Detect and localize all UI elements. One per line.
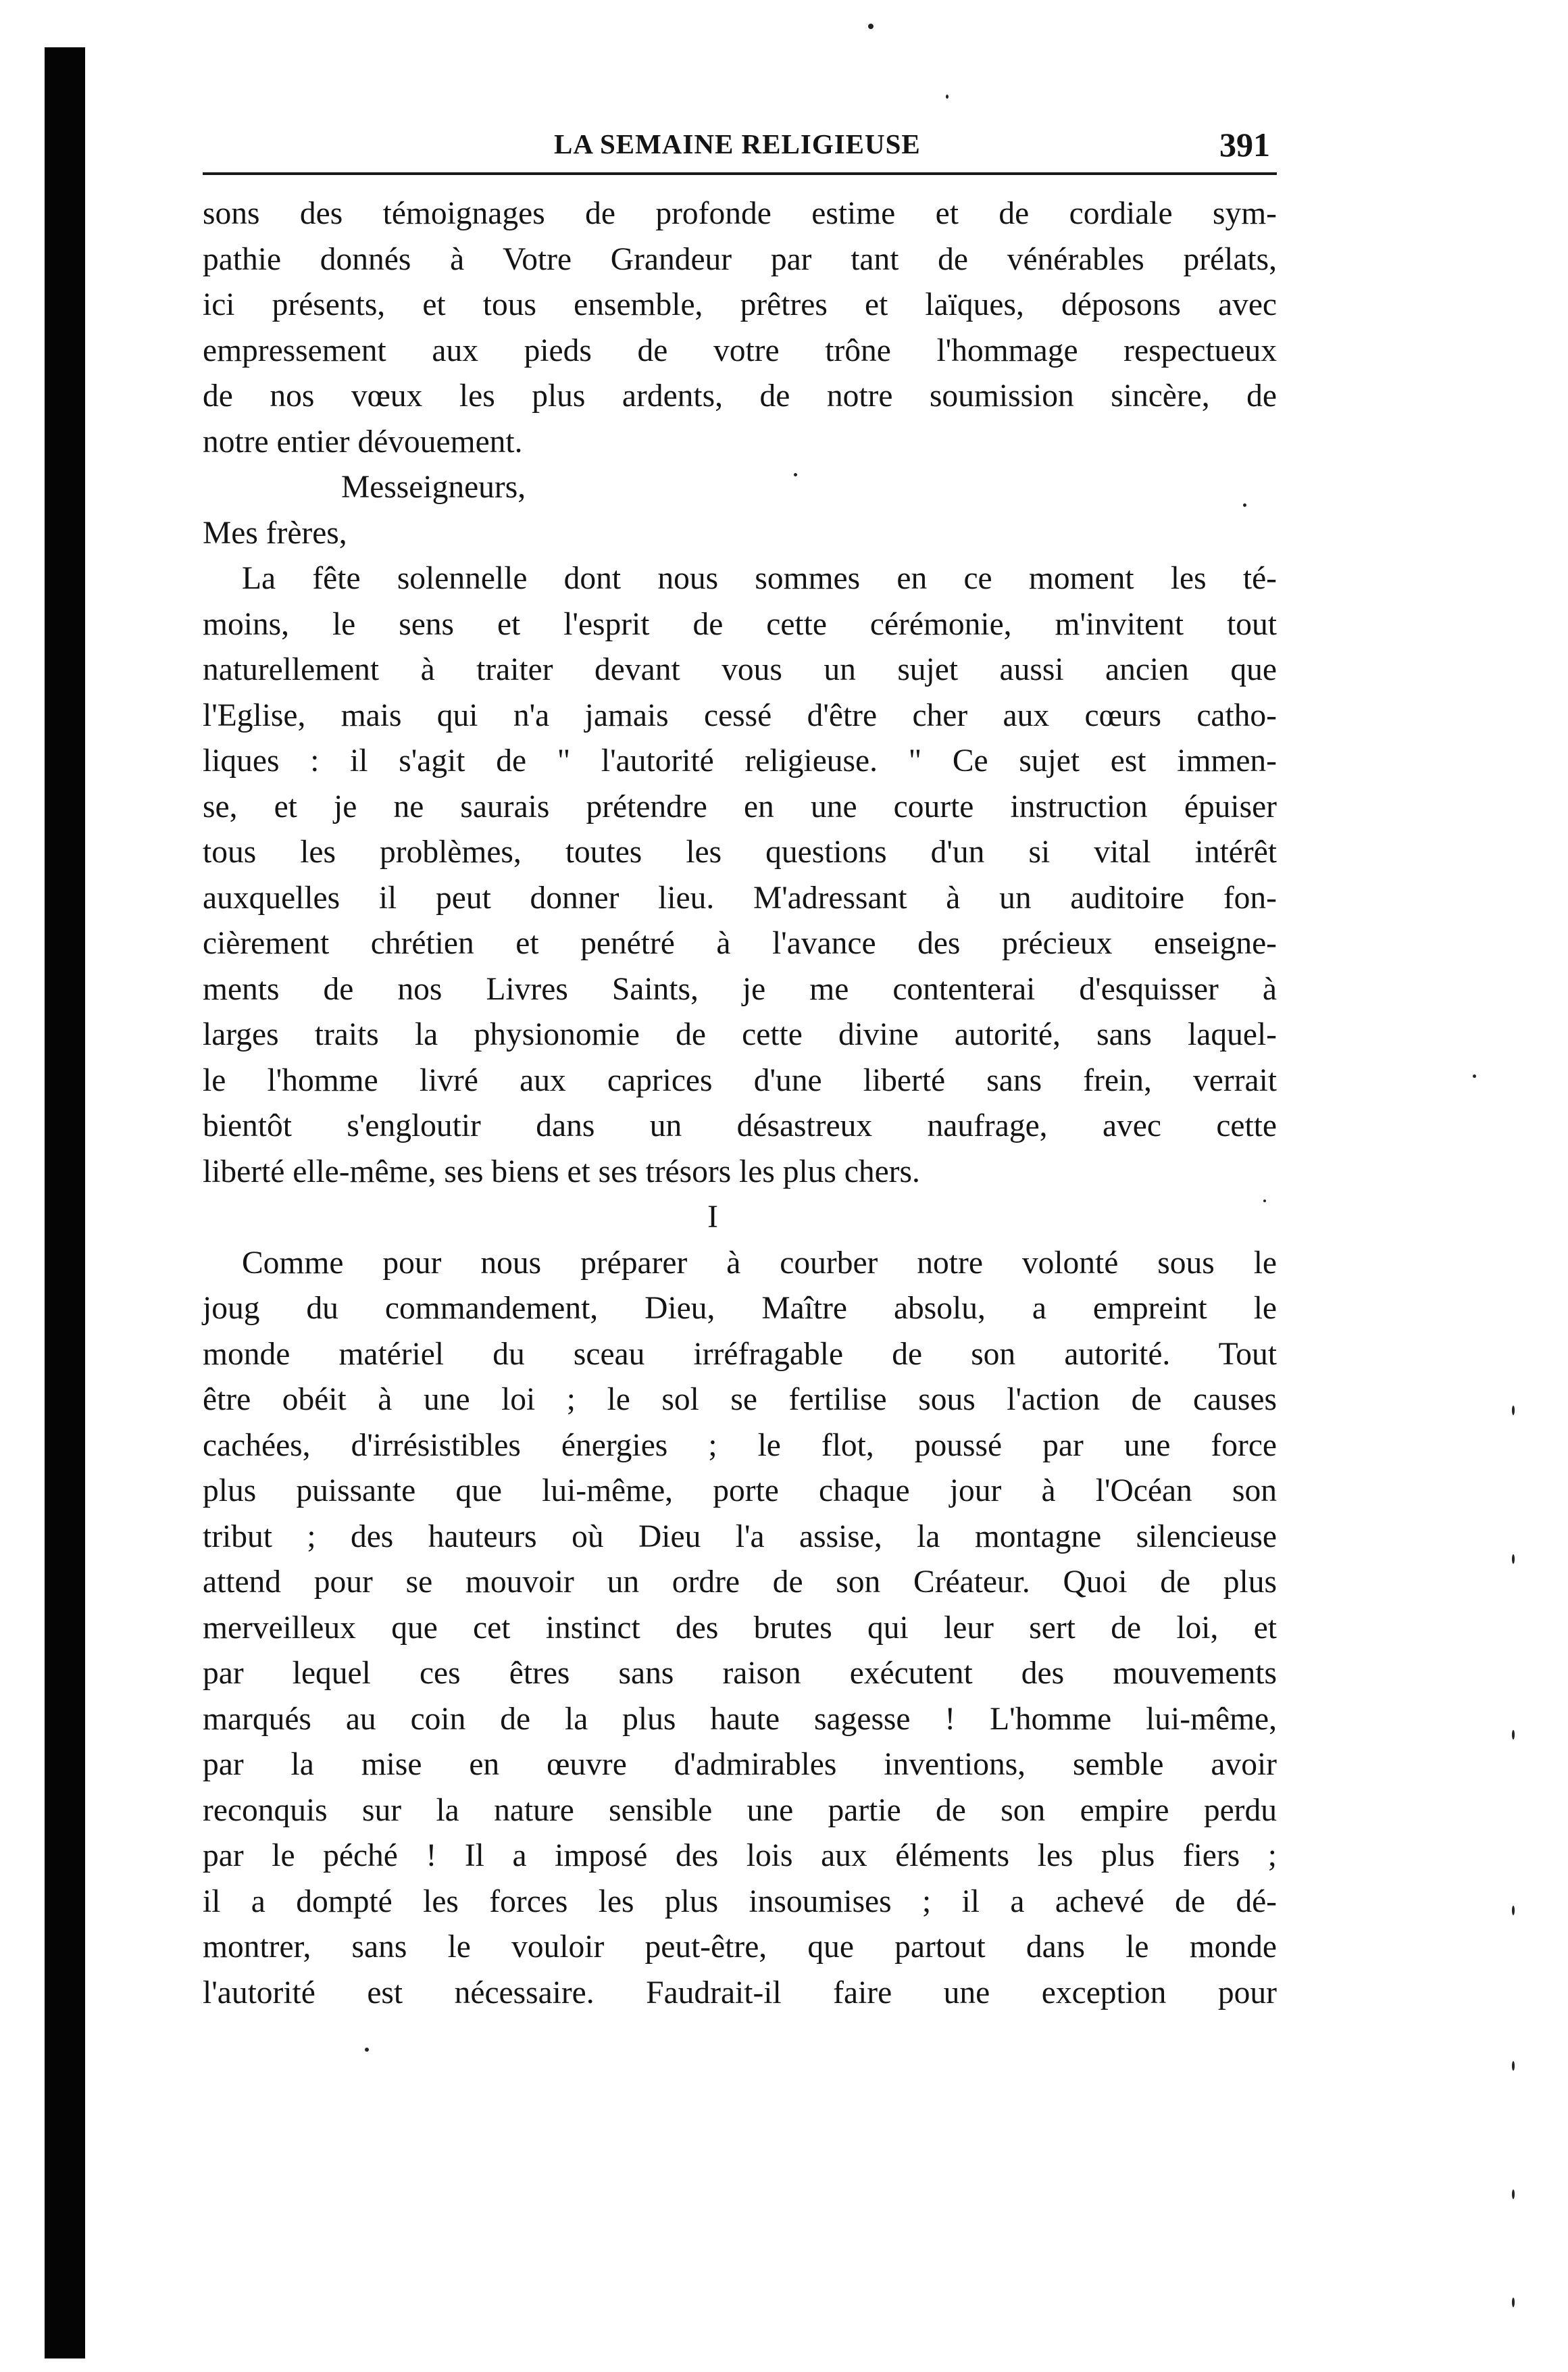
running-title: LA SEMAINE RELIGIEUSE	[554, 128, 921, 159]
text-line: ici présents, et tous ensemble, prêtres et laïques, déposons avec	[203, 287, 1277, 322]
page-header	[203, 125, 1277, 175]
text-line: par le péché ! Il a imposé des lois aux éléments les plus fiers ;	[203, 1838, 1277, 1873]
text-line: se, et je ne saurais prétendre en une courte instruction épuiser	[203, 789, 1277, 824]
book-binding-edge	[45, 47, 85, 2358]
text-line: l'autorité est nécessaire. Faudrait-il faire une exception pour	[203, 1975, 1277, 2010]
text-line: le l'homme livré aux caprices d'une liberté sans frein, verrait	[203, 1062, 1277, 1098]
text-line: être obéit à une loi ; le sol se fertilise sous l'action de causes	[203, 1382, 1277, 1417]
text-line: pathie donnés à Votre Grandeur par tant de vénérables prélats,	[203, 241, 1277, 277]
text-line: Comme pour nous préparer à courber notre volonté sous le	[242, 1245, 1277, 1281]
text-line: bientôt s'engloutir dans un désastreux naufrage, avec cette	[203, 1108, 1277, 1143]
text-line: plus puissante que lui-même, porte chaque jour à l'Océan son	[203, 1473, 1277, 1508]
text-line: par lequel ces êtres sans raison exécutent des mouvements	[203, 1656, 1277, 1691]
text-line: Mes frères,	[203, 515, 347, 551]
text-line: naturellement à traiter devant vous un sujet aussi ancien que	[203, 652, 1277, 687]
text-line: attend pour se mouvoir un ordre de son Créateur. Quoi de plus	[203, 1564, 1277, 1600]
text-line: de nos vœux les plus ardents, de notre soumission sincère, de	[203, 378, 1277, 414]
text-line: larges traits la physionomie de cette divine autorité, sans laquel-	[203, 1017, 1277, 1052]
text-line: notre entier dévouement.	[203, 424, 523, 460]
text-line: liques : il s'agit de " l'autorité religieuse. " Ce sujet est immen-	[203, 743, 1277, 779]
text-line: joug du commandement, Dieu, Maître absolu, a empreint le	[203, 1291, 1277, 1326]
text-line: merveilleux que cet instinct des brutes qui leur sert de loi, et	[203, 1610, 1277, 1646]
text-line: l'Eglise, mais qui n'a jamais cessé d'être cher aux cœurs catho-	[203, 697, 1277, 733]
text-line: sons des témoignages de profonde estime et de cordiale sym-	[203, 196, 1277, 231]
text-line: tribut ; des hauteurs où Dieu l'a assise, la montagne silencieuse	[203, 1518, 1277, 1554]
text-line: marqués au coin de la plus haute sagesse ! L'homme lui-même,	[203, 1701, 1277, 1737]
text-line: ments de nos Livres Saints, je me contenterai d'esquisser à	[203, 971, 1277, 1007]
text-line: cièrement chrétien et penétré à l'avance des précieux enseigne-	[203, 926, 1277, 961]
text-line: par la mise en œuvre d'admirables inventions, semble avoir	[203, 1747, 1277, 1782]
text-line: moins, le sens et l'esprit de cette cérémonie, m'invitent tout	[203, 606, 1277, 642]
text-line: monde matériel du sceau irréfragable de son autorité. Tout	[203, 1336, 1277, 1372]
text-line: empressement aux pieds de votre trône l'hommage respectueux	[203, 332, 1277, 368]
text-line: La fête solennelle dont nous sommes en ce moment les té-	[242, 561, 1277, 596]
text-line: tous les problèmes, toutes les questions d'un si vital intérêt	[203, 835, 1277, 870]
text-line: I	[707, 1200, 718, 1235]
text-line: Messeigneurs,	[341, 470, 526, 505]
body-text	[203, 191, 1277, 2016]
text-line: il a dompté les forces les plus insoumises ; il a achevé de dé-	[203, 1883, 1277, 1919]
text-line: auxquelles il peut donner lieu. M'adressant à un auditoire fon-	[203, 880, 1277, 916]
text-line: montrer, sans le vouloir peut-être, que partout dans le monde	[203, 1929, 1277, 1965]
page-number: 391	[1219, 126, 1270, 164]
text-line: reconquis sur la nature sensible une partie de son empire perdu	[203, 1792, 1277, 1828]
text-line: cachées, d'irrésistibles énergies ; le flot, poussé par une force	[203, 1427, 1277, 1463]
text-line: liberté elle-même, ses biens et ses trésors les plus chers.	[203, 1154, 920, 1189]
scanned-page	[203, 125, 1277, 2016]
